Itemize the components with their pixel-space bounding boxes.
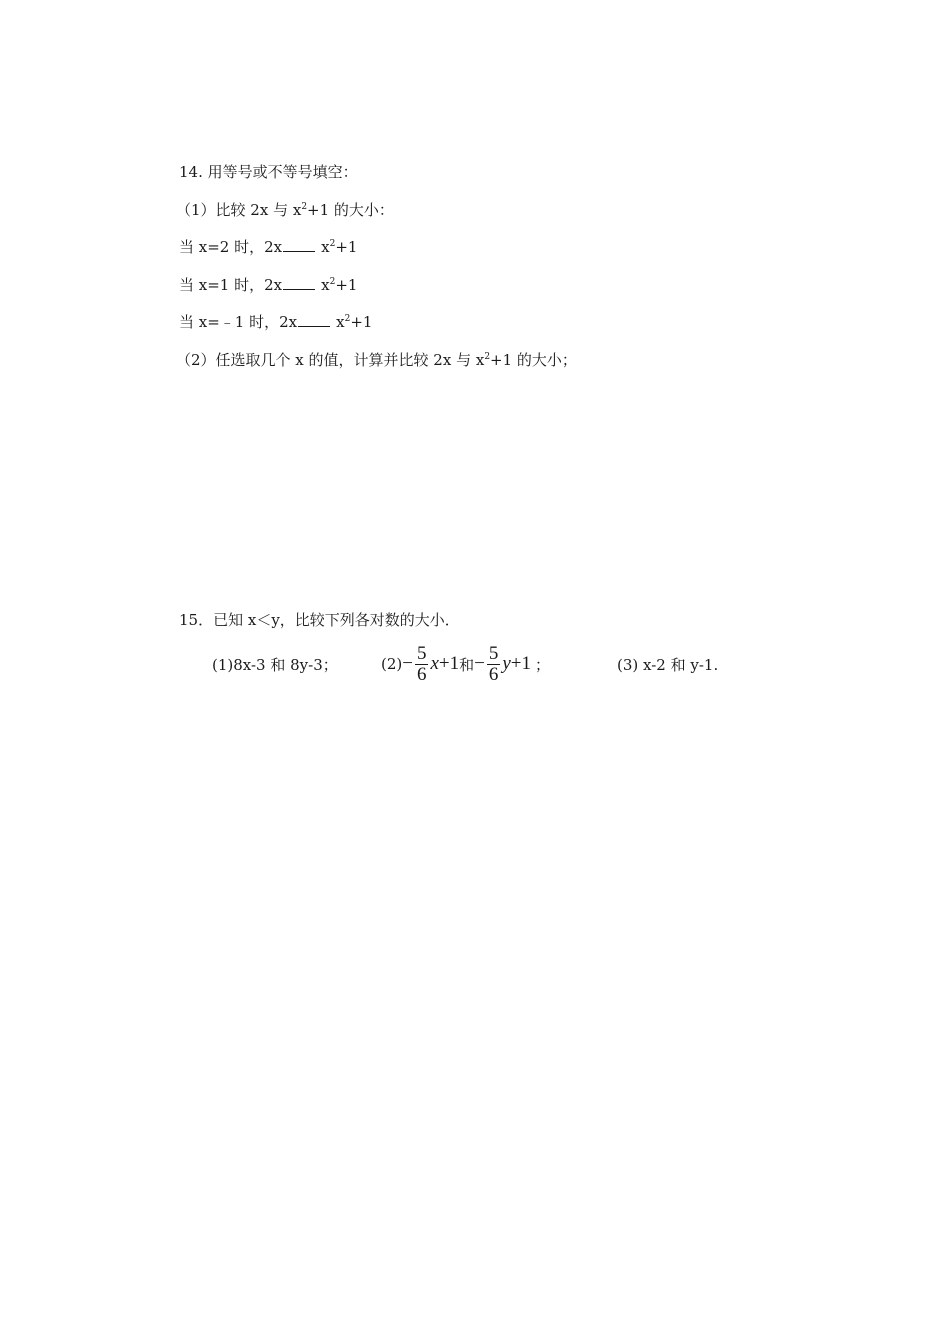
fill-row [179, 237, 357, 257]
question-15-item-3: (3) x-2 和 y-1. [617, 655, 719, 674]
fill-row [179, 312, 372, 332]
answer-blank[interactable] [283, 237, 315, 252]
minus-sign: − [474, 653, 485, 674]
question-15-title: 15．已知 x＜y，比较下列各对数的大小． [179, 611, 460, 629]
item-label: (2) [381, 655, 403, 673]
answer-blank[interactable] [298, 312, 330, 327]
question-14-title: 14. 用等号或不等号填空： [179, 163, 358, 181]
variable: x [430, 653, 439, 674]
question-15-item-1: (1)8x-3 和 8y-3； [212, 655, 338, 674]
fraction [487, 644, 501, 685]
question-15-items [212, 640, 772, 688]
fraction-numerator: 5 [416, 642, 427, 664]
constant-term: +1 [438, 653, 460, 674]
question-15-item-2 [381, 640, 550, 688]
fill-row-suffix: $x^2+1$ [321, 276, 358, 294]
fill-row-prefix: 当 x=2 时，2x [179, 238, 283, 256]
fraction [415, 644, 429, 685]
fill-row-suffix: $x^2+1$ [321, 238, 358, 256]
constant-term: +1 [510, 653, 532, 674]
fraction-numerator: 5 [488, 642, 499, 664]
fraction-denominator: 6 [416, 663, 427, 685]
fill-row-suffix: $x^2+1$ [336, 313, 373, 331]
conjunction: 和 [459, 655, 475, 674]
item-end: ； [535, 655, 551, 674]
fill-row [179, 275, 357, 295]
question-14-part-1: （1）比较 2x 与 $x^2+1$ 的大小： [176, 201, 394, 219]
fill-row-prefix: 当 x=1 时，2x [179, 276, 283, 294]
fill-row-prefix: 当 x=﹣1 时，2x [179, 313, 298, 331]
answer-blank[interactable] [283, 275, 315, 290]
variable: y [502, 653, 511, 674]
fraction-denominator: 6 [488, 663, 499, 685]
minus-sign: − [402, 653, 413, 674]
question-14-part-2: （2）任选取几个 x 的值，计算并比较 2x 与 $x^2+1$ 的大小； [176, 351, 577, 369]
